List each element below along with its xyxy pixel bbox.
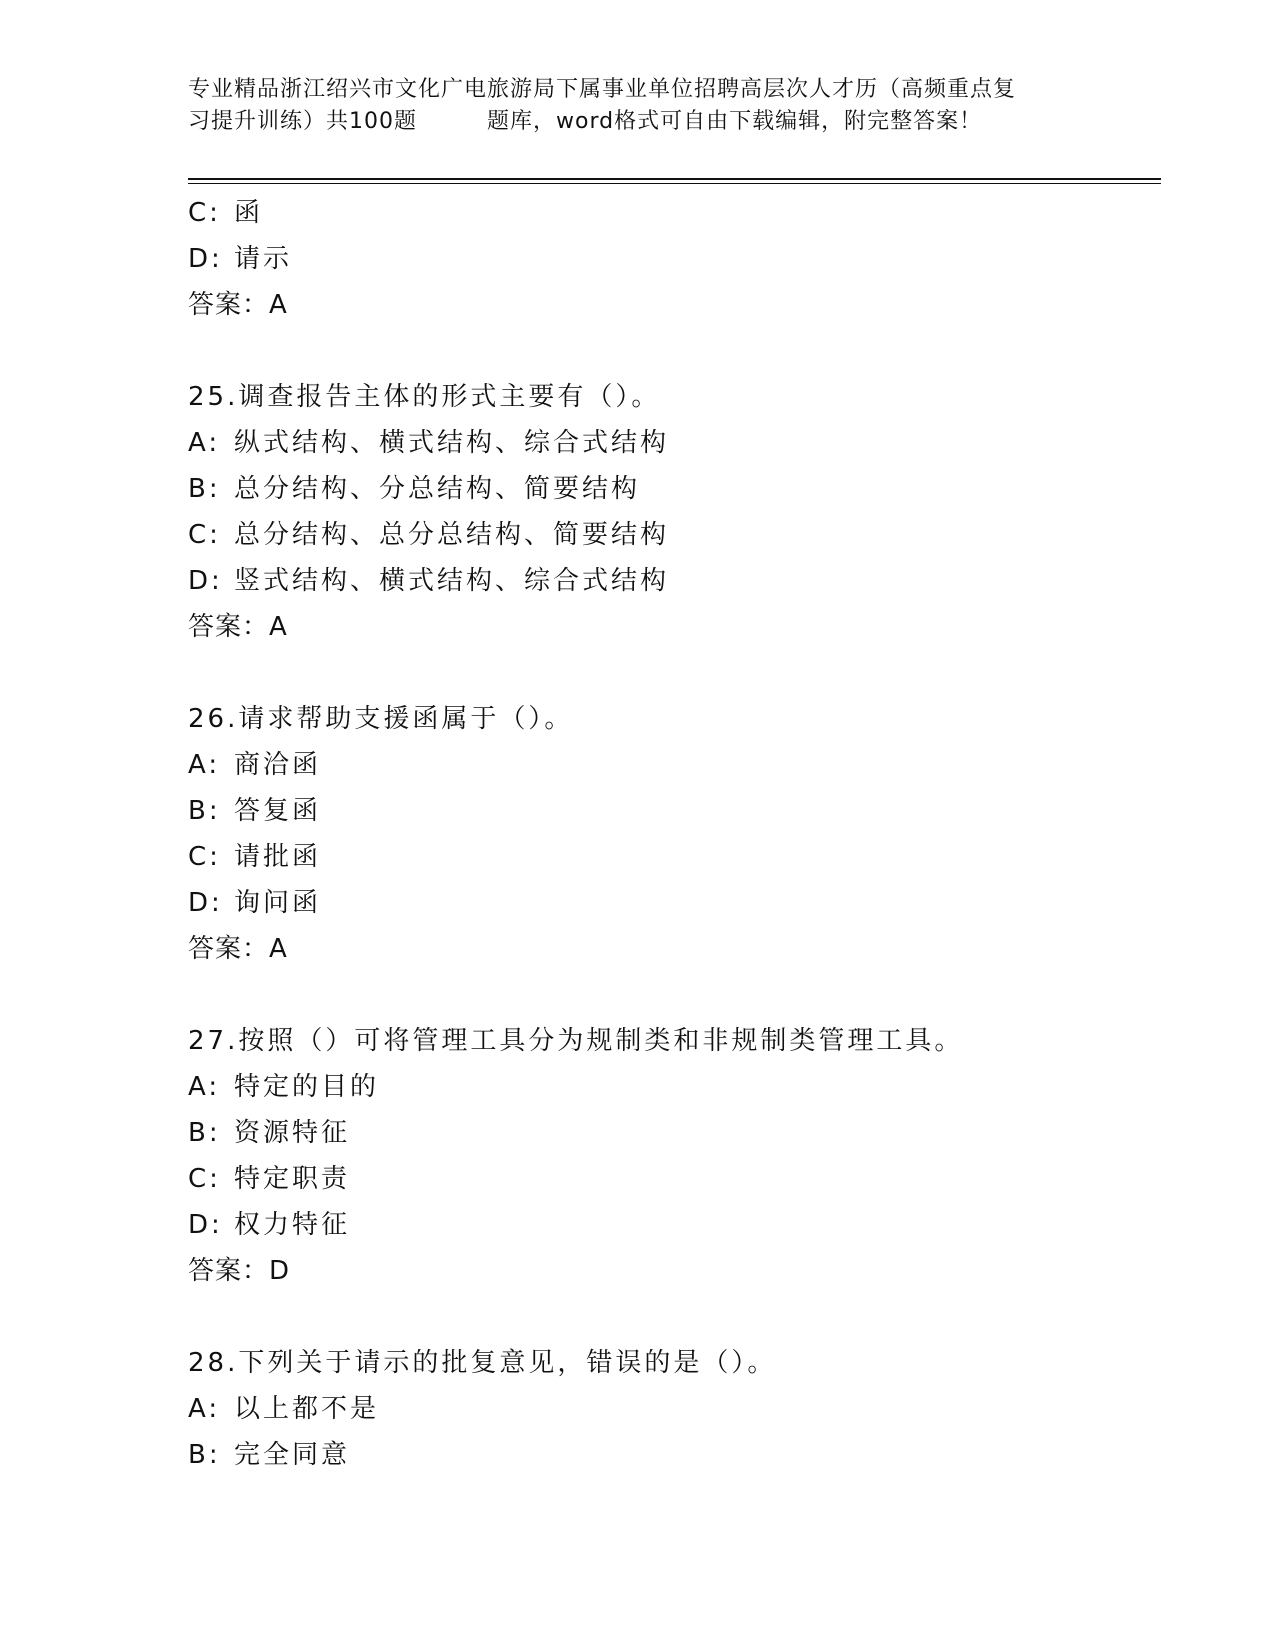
header-divider-thick [188, 178, 1161, 180]
question-stem: 27.按照（）可将管理工具分为规制类和非规制类管理工具。 [188, 1026, 964, 1056]
option-line: A: 商洽函 [188, 750, 322, 780]
option-line: A: 特定的目的 [188, 1072, 380, 1102]
option-line: D: 请示 [188, 244, 293, 274]
answer-line: 答案：A [188, 290, 288, 320]
question-26 [188, 696, 1168, 972]
question-stem: 25.调查报告主体的形式主要有（）。 [188, 382, 661, 412]
option-line: D: 权力特征 [188, 1210, 351, 1240]
option-line: B: 完全同意 [188, 1440, 351, 1470]
question-stem: 26.请求帮助支援函属于（）。 [188, 704, 574, 734]
answer-line: 答案：A [188, 934, 288, 964]
option-line: A: 以上都不是 [188, 1394, 380, 1424]
page-header [188, 74, 1088, 138]
option-line: B: 总分结构、分总结构、简要结构 [188, 474, 641, 504]
question-25 [188, 374, 1168, 650]
header-line-2 [188, 106, 1088, 138]
question-stem: 28.下列关于请示的批复意见，错误的是（）。 [188, 1348, 777, 1378]
question-28 [188, 1340, 1168, 1478]
question-list [188, 190, 1168, 1478]
header-line-2-left: 习提升训练）共100题 [188, 109, 417, 134]
option-line: B: 答复函 [188, 796, 322, 826]
question-27 [188, 1018, 1168, 1294]
prev-question [188, 190, 1168, 328]
header-line-1: 专业精品浙江绍兴市文化广电旅游局下属事业单位招聘高层次人才历（高频重点复 [188, 77, 1017, 102]
option-line: C: 特定职责 [188, 1164, 351, 1194]
option-line: D: 竖式结构、横式结构、综合式结构 [188, 566, 670, 596]
option-line: B: 资源特征 [188, 1118, 351, 1148]
option-line: C: 总分结构、总分总结构、简要结构 [188, 520, 670, 550]
option-line: C: 函 [188, 198, 264, 228]
header-divider-thin [188, 183, 1161, 184]
answer-line: 答案：D [188, 1256, 291, 1286]
answer-line: 答案：A [188, 612, 288, 642]
header-line-2-right: 题库，word格式可自由下载编辑，附完整答案！ [487, 109, 983, 134]
option-line: A: 纵式结构、横式结构、综合式结构 [188, 428, 670, 458]
option-line: C: 请批函 [188, 842, 322, 872]
option-line: D: 询问函 [188, 888, 322, 918]
